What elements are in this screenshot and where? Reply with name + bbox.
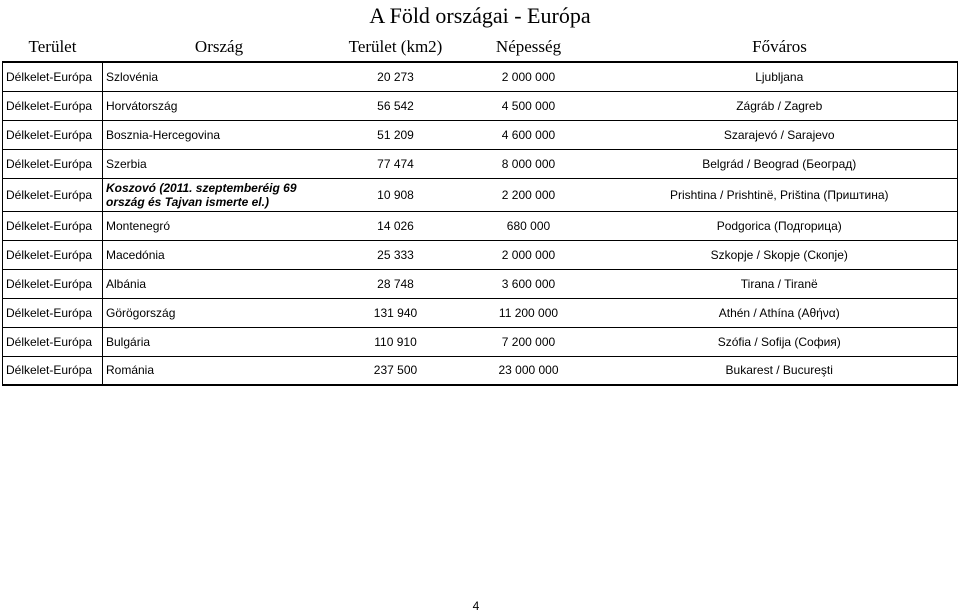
table-row: [3, 211, 958, 240]
region-cell: Délkelet-Európa: [3, 269, 103, 298]
country-cell: Macedónia: [103, 240, 336, 269]
region-cell: Délkelet-Európa: [3, 211, 103, 240]
area-cell: 14 026: [336, 211, 456, 240]
region-cell: Délkelet-Európa: [3, 240, 103, 269]
country-cell: Románia: [103, 356, 336, 385]
area-cell: 25 333: [336, 240, 456, 269]
capital-cell: Szófia / Sofija (София): [602, 327, 958, 356]
capital-cell: Belgrád / Beograd (Београд): [602, 149, 958, 178]
region-cell: Délkelet-Európa: [3, 149, 103, 178]
page-title: A Föld országai - Európa: [369, 3, 591, 28]
header-region: Terület: [28, 36, 77, 56]
capital-cell: Bukarest / Bucureşti: [602, 356, 958, 385]
table-row: [3, 62, 958, 91]
area-cell: 10 908: [336, 178, 456, 211]
region-cell: Délkelet-Európa: [3, 356, 103, 385]
country-cell: Szlovénia: [103, 62, 336, 91]
area-cell: 51 209: [336, 120, 456, 149]
header-population: Népesség: [495, 36, 562, 56]
region-cell: Délkelet-Európa: [3, 298, 103, 327]
capital-cell: Zágráb / Zagreb: [602, 91, 958, 120]
area-cell: 28 748: [336, 269, 456, 298]
region-cell: Délkelet-Európa: [3, 327, 103, 356]
table-row: [3, 298, 958, 327]
population-cell: 2 000 000: [456, 62, 602, 91]
area-cell: 77 474: [336, 149, 456, 178]
capital-cell: Szarajevó / Sarajevo: [602, 120, 958, 149]
capital-cell: Prishtina / Prishtinë, Priština (Приштина): [602, 178, 958, 211]
country-cell: Montenegró: [103, 211, 336, 240]
population-cell: 23 000 000: [456, 356, 602, 385]
capital-cell: Athén / Athína (Αθήνα): [602, 298, 958, 327]
country-cell: Bosznia-Hercegovina: [103, 120, 336, 149]
population-cell: 680 000: [456, 211, 602, 240]
page-number: 4: [472, 599, 480, 613]
population-cell: 7 200 000: [456, 327, 602, 356]
table-row: [3, 149, 958, 178]
area-cell: 237 500: [336, 356, 456, 385]
country-cell: Bulgária: [103, 327, 336, 356]
country-cell: Görögország: [103, 298, 336, 327]
header-area: Terület (km2): [348, 36, 443, 56]
population-cell: 2 000 000: [456, 240, 602, 269]
area-cell: 131 940: [336, 298, 456, 327]
header-row: [3, 32, 958, 62]
region-cell: Délkelet-Európa: [3, 91, 103, 120]
country-cell: Koszovó (2011. szeptemberéig 69 ország és Tajvan ismerte el.): [103, 178, 336, 211]
area-cell: 56 542: [336, 91, 456, 120]
table-row: [3, 327, 958, 356]
table-row: [3, 269, 958, 298]
population-cell: 8 000 000: [456, 149, 602, 178]
table-row: [3, 91, 958, 120]
area-cell: 110 910: [336, 327, 456, 356]
country-cell: Albánia: [103, 269, 336, 298]
population-cell: 2 200 000: [456, 178, 602, 211]
capital-cell: Szkopje / Skopje (Скопје): [602, 240, 958, 269]
population-cell: 4 500 000: [456, 91, 602, 120]
capital-cell: Tirana / Tiranë: [602, 269, 958, 298]
table-row: [3, 240, 958, 269]
population-cell: 3 600 000: [456, 269, 602, 298]
region-cell: Délkelet-Európa: [3, 178, 103, 211]
table-row: [3, 120, 958, 149]
countries-table: [2, 32, 958, 386]
population-cell: 4 600 000: [456, 120, 602, 149]
region-cell: Délkelet-Európa: [3, 62, 103, 91]
area-cell: 20 273: [336, 62, 456, 91]
capital-cell: Podgorica (Подгорица): [602, 211, 958, 240]
capital-cell: Ljubljana: [602, 62, 958, 91]
header-country: Ország: [194, 36, 244, 56]
country-cell: Horvátország: [103, 91, 336, 120]
country-cell: Szerbia: [103, 149, 336, 178]
region-cell: Délkelet-Európa: [3, 120, 103, 149]
population-cell: 11 200 000: [456, 298, 602, 327]
table-row: [3, 356, 958, 385]
table-row: [3, 178, 958, 211]
header-capital: Főváros: [752, 36, 807, 56]
